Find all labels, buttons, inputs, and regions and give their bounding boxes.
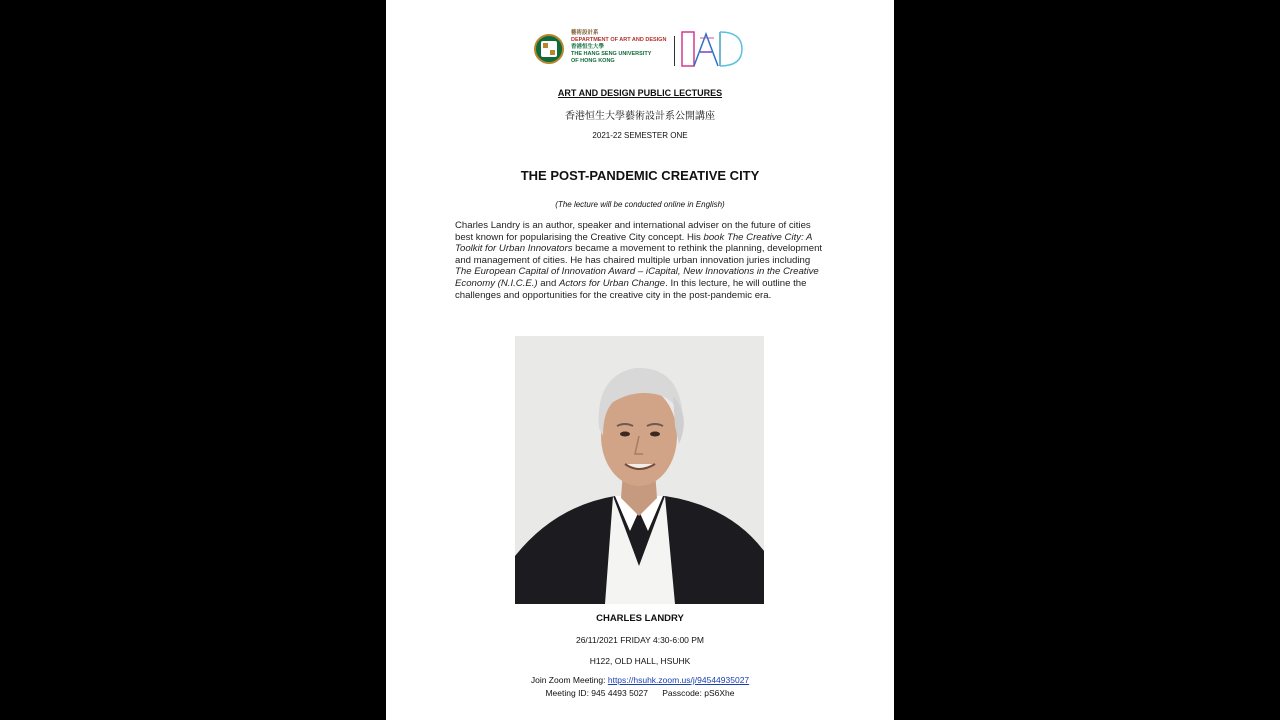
semester-label: 2021-22 SEMESTER ONE bbox=[592, 131, 688, 140]
bio-text-3: and bbox=[537, 277, 559, 289]
zoom-link[interactable]: https://hsuhk.zoom.us/j/94544935027 bbox=[607, 675, 750, 685]
bio-awards: The European Capital of Innovation Award – iCapital, New Innovations in the Creative Economy (N.I.C.E.) bbox=[455, 266, 819, 289]
univ-name-zh: 香港恒生大學 bbox=[571, 44, 605, 50]
zoom-line bbox=[386, 675, 894, 685]
univ-name-en: THE HANG SENG UNIVERSITY bbox=[571, 51, 652, 57]
meeting-info bbox=[386, 688, 894, 698]
lecture-title: THE POST-PANDEMIC CREATIVE CITY bbox=[520, 168, 760, 183]
speaker-name: CHARLES LANDRY bbox=[596, 613, 684, 624]
bio-text-4: . In this lecture, he will outline the challenges and opportunities for the creative city in the post-pandemic era. bbox=[455, 277, 807, 301]
department-logo-text bbox=[571, 30, 666, 65]
language-note: (The lecture will be conducted online in English) bbox=[555, 200, 725, 209]
lecture-datetime: 26/11/2021 FRIDAY 4:30-6:00 PM bbox=[575, 635, 705, 645]
poster-page bbox=[386, 0, 894, 720]
bio-text-2: became a movement to rethink the planning, development and management of cities. He has chaired multiple urban innovation juries including bbox=[455, 243, 823, 266]
university-seal-icon bbox=[534, 34, 564, 64]
dept-name-en: DEPARTMENT OF ART AND DESIGN bbox=[571, 37, 667, 43]
bio-book-title: book The Creative City: A Toolkit for Urban Innovators bbox=[455, 231, 813, 255]
zoom-label: Join Zoom Meeting: bbox=[530, 675, 608, 685]
ad-logo-icon bbox=[680, 30, 744, 70]
bio-actors: Actors for Urban Change bbox=[558, 277, 666, 289]
meeting-id: Meeting ID: 945 4493 5027 bbox=[545, 688, 649, 698]
logo-row bbox=[534, 30, 754, 70]
dept-name-zh: 藝術設計系 bbox=[571, 30, 599, 36]
meeting-passcode: Passcode: pS6Xhe bbox=[662, 688, 735, 698]
logo-divider bbox=[674, 36, 675, 66]
speaker-bio bbox=[455, 220, 827, 301]
bio-text-1: Charles Landry is an author, speaker and international adviser on the future of cities best known for popularising the Creative City concept. His bbox=[455, 220, 811, 243]
speaker-photo bbox=[515, 336, 764, 604]
series-title-zh: 香港恒生大學藝術設計系公開講座 bbox=[565, 111, 715, 122]
univ-name-en-2: OF HONG KONG bbox=[571, 58, 615, 64]
series-title: ART AND DESIGN PUBLIC LECTURES bbox=[557, 88, 723, 98]
lecture-venue: H122, OLD HALL, HSUHK bbox=[589, 656, 691, 666]
